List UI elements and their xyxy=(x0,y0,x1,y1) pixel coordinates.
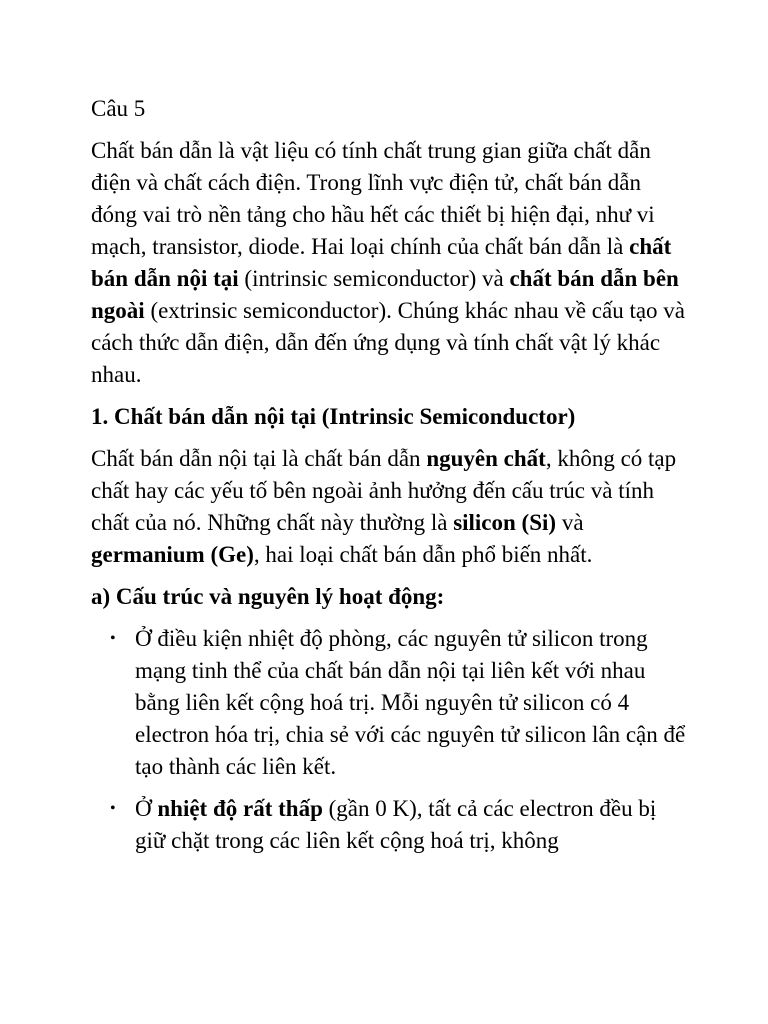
intro-text-2: (intrinsic semiconductor) và xyxy=(238,266,510,291)
bullet-2-bold: nhiệt độ rất thấp xyxy=(157,796,323,821)
intro-paragraph xyxy=(91,135,691,391)
intro-text-1: Chất bán dẫn là vật liệu có tính chất trung gian giữa chất dẫn điện và chất cách điện. Trong lĩnh vực điện tử, chất bán dẫn đóng vai trò nền tảng cho hầu hết các thiết bị hiện đại, như vi mạch, transistor, diode. Hai loại chính của chất bán dẫn là xyxy=(91,138,655,259)
intro-bold-extrinsic: chất bán dẫn bên ngoài xyxy=(91,266,679,323)
section-1-paragraph xyxy=(91,443,691,571)
bullet-2-text-1: Ở xyxy=(135,796,158,821)
bullet-icon: • xyxy=(110,630,116,647)
s1-text-1: Chất bán dẫn nội tại là chất bán dẫn xyxy=(91,446,427,471)
intro-text-3: (extrinsic semiconductor). Chúng khác nhau về cấu tạo và cách thức dẫn điện, dẫn đến ứng dụng và tính chất vật lý khác nhau. xyxy=(91,298,686,387)
subsection-a-title: a) Cấu trúc và nguyên lý hoạt động: xyxy=(91,584,445,609)
bullet-icon: • xyxy=(110,800,116,817)
bullet-list xyxy=(91,623,691,857)
s1-text-2: , không có tạp chất hay các yếu tố bên ngoài ảnh hưởng đến cấu trúc và tính chất của nó. Những chất này thường là xyxy=(91,446,677,535)
s1-bold-pure: nguyên chất xyxy=(426,446,546,471)
s1-text-4: , hai loại chất bán dẫn phổ biến nhất. xyxy=(253,542,593,567)
section-1-title: 1. Chất bán dẫn nội tại (Intrinsic Semiconductor) xyxy=(91,404,576,429)
intro-bold-intrinsic: chất bán dẫn nội tại xyxy=(91,234,672,291)
s1-bold-germanium: germanium (Ge) xyxy=(91,542,254,567)
s1-bold-silicon: silicon (Si) xyxy=(453,510,557,535)
list-item xyxy=(91,623,691,783)
bullet-2-text-2: (gần 0 K), tất cả các electron đều bị giữ chặt trong các liên kết cộng hoá trị, không xyxy=(135,796,657,853)
bullet-1-text: Ở điều kiện nhiệt độ phòng, các nguyên tử silicon trong mạng tinh thể của chất bán dẫn nội tại liên kết với nhau bằng liên kết cộng hoá trị. Mỗi nguyên tử silicon có 4 electron hóa trị, chia sẻ với các nguyên tử silicon lân cận để tạo thành các liên kết. xyxy=(135,626,686,779)
list-item xyxy=(91,793,691,857)
question-heading: Câu 5 xyxy=(91,96,146,121)
document-page xyxy=(91,93,691,867)
s1-text-3: và xyxy=(556,510,584,535)
